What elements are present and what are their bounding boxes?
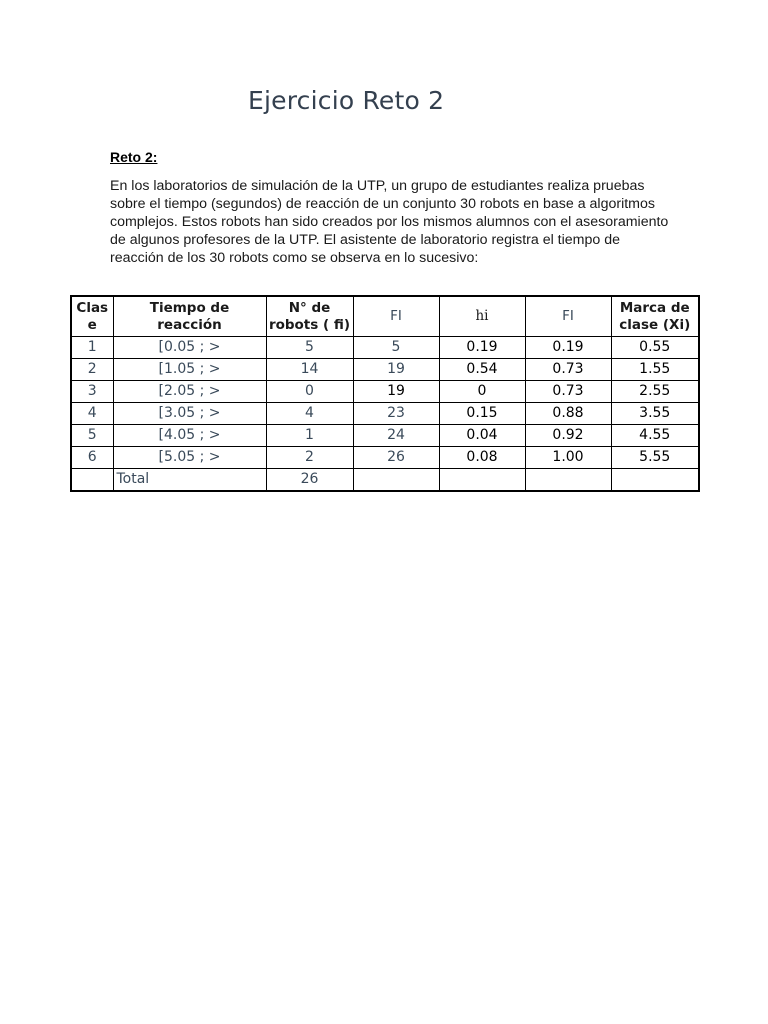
header-tiempo: Tiempo de reacción xyxy=(113,296,266,337)
cell-tiempo: [4.05 ; > xyxy=(113,425,266,447)
section-label: Reto 2: xyxy=(110,149,158,165)
cell-robots: 5 xyxy=(266,337,353,359)
table-row xyxy=(71,359,699,381)
cell-total-value: 26 xyxy=(266,469,353,492)
cell-robots: 2 xyxy=(266,447,353,469)
cell-hi: 0.54 xyxy=(439,359,525,381)
cell-robots: 14 xyxy=(266,359,353,381)
cell-fi: 23 xyxy=(353,403,439,425)
cell-tiempo: [1.05 ; > xyxy=(113,359,266,381)
cell-tiempo: [2.05 ; > xyxy=(113,381,266,403)
cell-hi: 0.08 xyxy=(439,447,525,469)
page-title: Ejercicio Reto 2 xyxy=(248,86,445,115)
cell-hi-cumulative: 0.73 xyxy=(525,381,611,403)
cell-empty xyxy=(353,469,439,492)
table-total-row xyxy=(71,469,699,492)
header-robots: N° de robots ( fi) xyxy=(266,296,353,337)
cell-hi: 0.15 xyxy=(439,403,525,425)
cell-hi: 0.19 xyxy=(439,337,525,359)
cell-empty xyxy=(611,469,699,492)
cell-fi: 19 xyxy=(353,359,439,381)
cell-marca: 1.55 xyxy=(611,359,699,381)
table-row xyxy=(71,337,699,359)
cell-robots: 0 xyxy=(266,381,353,403)
frequency-table xyxy=(70,295,700,492)
cell-marca: 2.55 xyxy=(611,381,699,403)
cell-hi: 0 xyxy=(439,381,525,403)
cell-marca: 5.55 xyxy=(611,447,699,469)
cell-clase: 1 xyxy=(71,337,113,359)
cell-tiempo: [0.05 ; > xyxy=(113,337,266,359)
cell-clase: 4 xyxy=(71,403,113,425)
cell-robots: 1 xyxy=(266,425,353,447)
cell-clase: 5 xyxy=(71,425,113,447)
table-row xyxy=(71,425,699,447)
cell-fi: 19 xyxy=(353,381,439,403)
cell-fi: 5 xyxy=(353,337,439,359)
cell-marca: 3.55 xyxy=(611,403,699,425)
cell-clase: 2 xyxy=(71,359,113,381)
cell-hi: 0.04 xyxy=(439,425,525,447)
cell-fi: 26 xyxy=(353,447,439,469)
cell-robots: 4 xyxy=(266,403,353,425)
table-row xyxy=(71,381,699,403)
cell-fi: 24 xyxy=(353,425,439,447)
table-row xyxy=(71,447,699,469)
cell-hi-cumulative: 0.88 xyxy=(525,403,611,425)
cell-empty xyxy=(71,469,113,492)
cell-total-label: Total xyxy=(113,469,266,492)
header-fi-cumulative: FI xyxy=(353,296,439,337)
cell-tiempo: [5.05 ; > xyxy=(113,447,266,469)
cell-tiempo: [3.05 ; > xyxy=(113,403,266,425)
cell-hi-cumulative: 0.92 xyxy=(525,425,611,447)
problem-statement: En los laboratorios de simulación de la UTP, un grupo de estudiantes realiza pruebas sobre el tiempo (segundos) de reacción de un conjunto 30 robots en base a algoritmos complejos. Estos robots han sido creados por los mismos alumnos con el asesoramiento de algunos profesores de la UTP. El asistente de laboratorio registra el tiempo de reacción de los 30 robots como se observa en lo sucesivo: xyxy=(110,178,669,266)
table-row xyxy=(71,403,699,425)
cell-empty xyxy=(439,469,525,492)
cell-marca: 4.55 xyxy=(611,425,699,447)
cell-clase: 3 xyxy=(71,381,113,403)
header-marca-clase: Marca de clase (Xi) xyxy=(611,296,699,337)
header-clase: Clase xyxy=(71,296,113,337)
header-fi-relative-cumulative: FI xyxy=(525,296,611,337)
table-header-row xyxy=(71,296,699,337)
cell-hi-cumulative: 1.00 xyxy=(525,447,611,469)
cell-hi-cumulative: 0.19 xyxy=(525,337,611,359)
header-hi: hi xyxy=(439,296,525,337)
cell-hi-cumulative: 0.73 xyxy=(525,359,611,381)
cell-empty xyxy=(525,469,611,492)
cell-marca: 0.55 xyxy=(611,337,699,359)
cell-clase: 6 xyxy=(71,447,113,469)
